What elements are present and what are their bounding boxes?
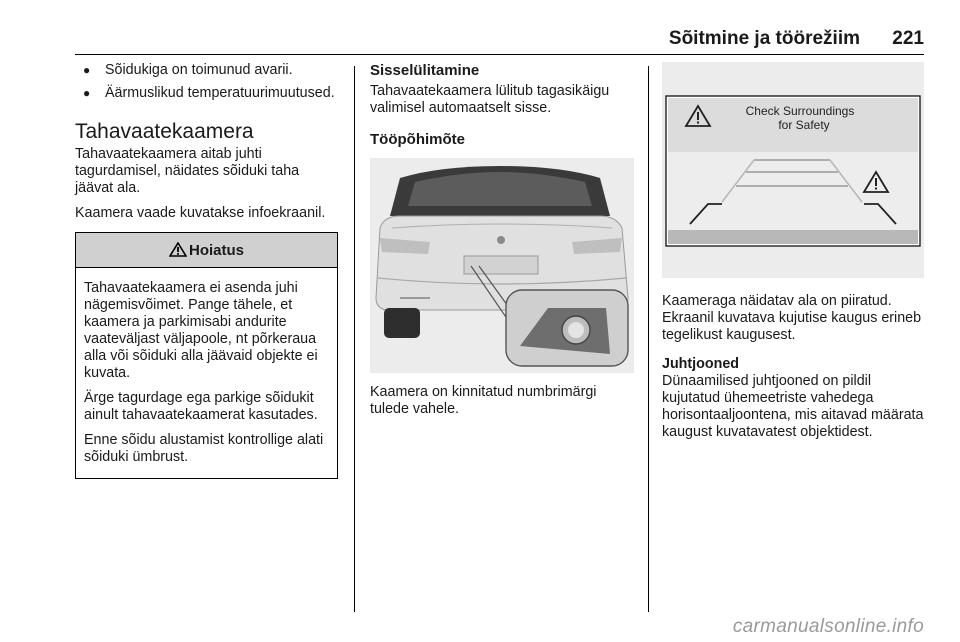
paragraph: Tahavaatekaamera lülitub tagasikäigu valimisel automaatselt sisse.: [370, 83, 610, 116]
car-rear-illustration: [370, 158, 634, 373]
paragraph: Kaamera vaade kuvatakse infoekraanil.: [75, 205, 326, 221]
screen-warning-text-line1: Check Surroundings: [745, 104, 855, 118]
warning-paragraph: Tahavaatekaamera ei asenda juhi nägemisvõimet. Pange tähele, et kaamera ja parkimisabi andurite vaateväljast väljapoole, nt põrkeraua alla või sõiduki alla jäävaid objekte ei kuvata.: [84, 280, 318, 381]
section-heading-rear-camera: Tahavaatekaamera: [75, 120, 254, 143]
header-title: Sõitmine ja töörežiim: [668, 28, 860, 49]
section-heading-function: Tööpõhimõte: [370, 131, 465, 148]
header-rule: [75, 54, 924, 55]
bullet-item: ● Äärmuslikud temperatuurimuutused.: [75, 85, 338, 102]
screen-warning-text-line2: for Safety: [778, 118, 830, 132]
warning-paragraph: Enne sõidu alustamist kontrollige alati sõiduki ümbrust.: [84, 432, 324, 465]
figure-caption: Kaamera on kinnitatud numbrimärgi tulede vahele.: [370, 384, 597, 417]
column-left: [75, 62, 338, 479]
camera-display-illustration: [662, 62, 924, 278]
paragraph: Dünaamilised juhtjooned on pildil kujutatud ühemeetriste vahedega horisontaaljoontena, mis aitavad määrata kaugust kuvatavatest objektidest.: [662, 373, 924, 440]
column-divider: [354, 66, 355, 612]
warning-body: [76, 268, 337, 478]
bullet-item: ● Sõidukiga on toimunud avarii.: [75, 62, 338, 79]
section-heading-activation: Sisselülitamine: [370, 62, 480, 79]
warning-box: [75, 232, 338, 479]
column-right: [662, 62, 924, 449]
warning-title: Hoiatus: [188, 242, 244, 259]
column-middle: [370, 62, 634, 426]
paragraph: Kaameraga näidatav ala on piiratud. Ekraanil kuvatava kujutise kaugus erineb tegelikust kaugusest.: [662, 293, 922, 343]
footer-watermark: carmanualsonline.info: [732, 616, 924, 637]
subheading-guidelines: Juhtjooned: [662, 356, 740, 372]
paragraph: Tahavaatekaamera aitab juhti tagurdamisel, näidates sõiduki taha jäävat ala.: [75, 146, 300, 196]
column-divider: [648, 66, 649, 612]
warning-header: [76, 233, 337, 268]
warning-paragraph: Ärge tagurdage ega parkige sõidukit ainult tahavaatekaamerat kasutades.: [84, 390, 318, 423]
bullet-list: [75, 62, 338, 102]
warning-triangle-icon: [169, 242, 187, 257]
page-number: 221: [892, 28, 924, 49]
